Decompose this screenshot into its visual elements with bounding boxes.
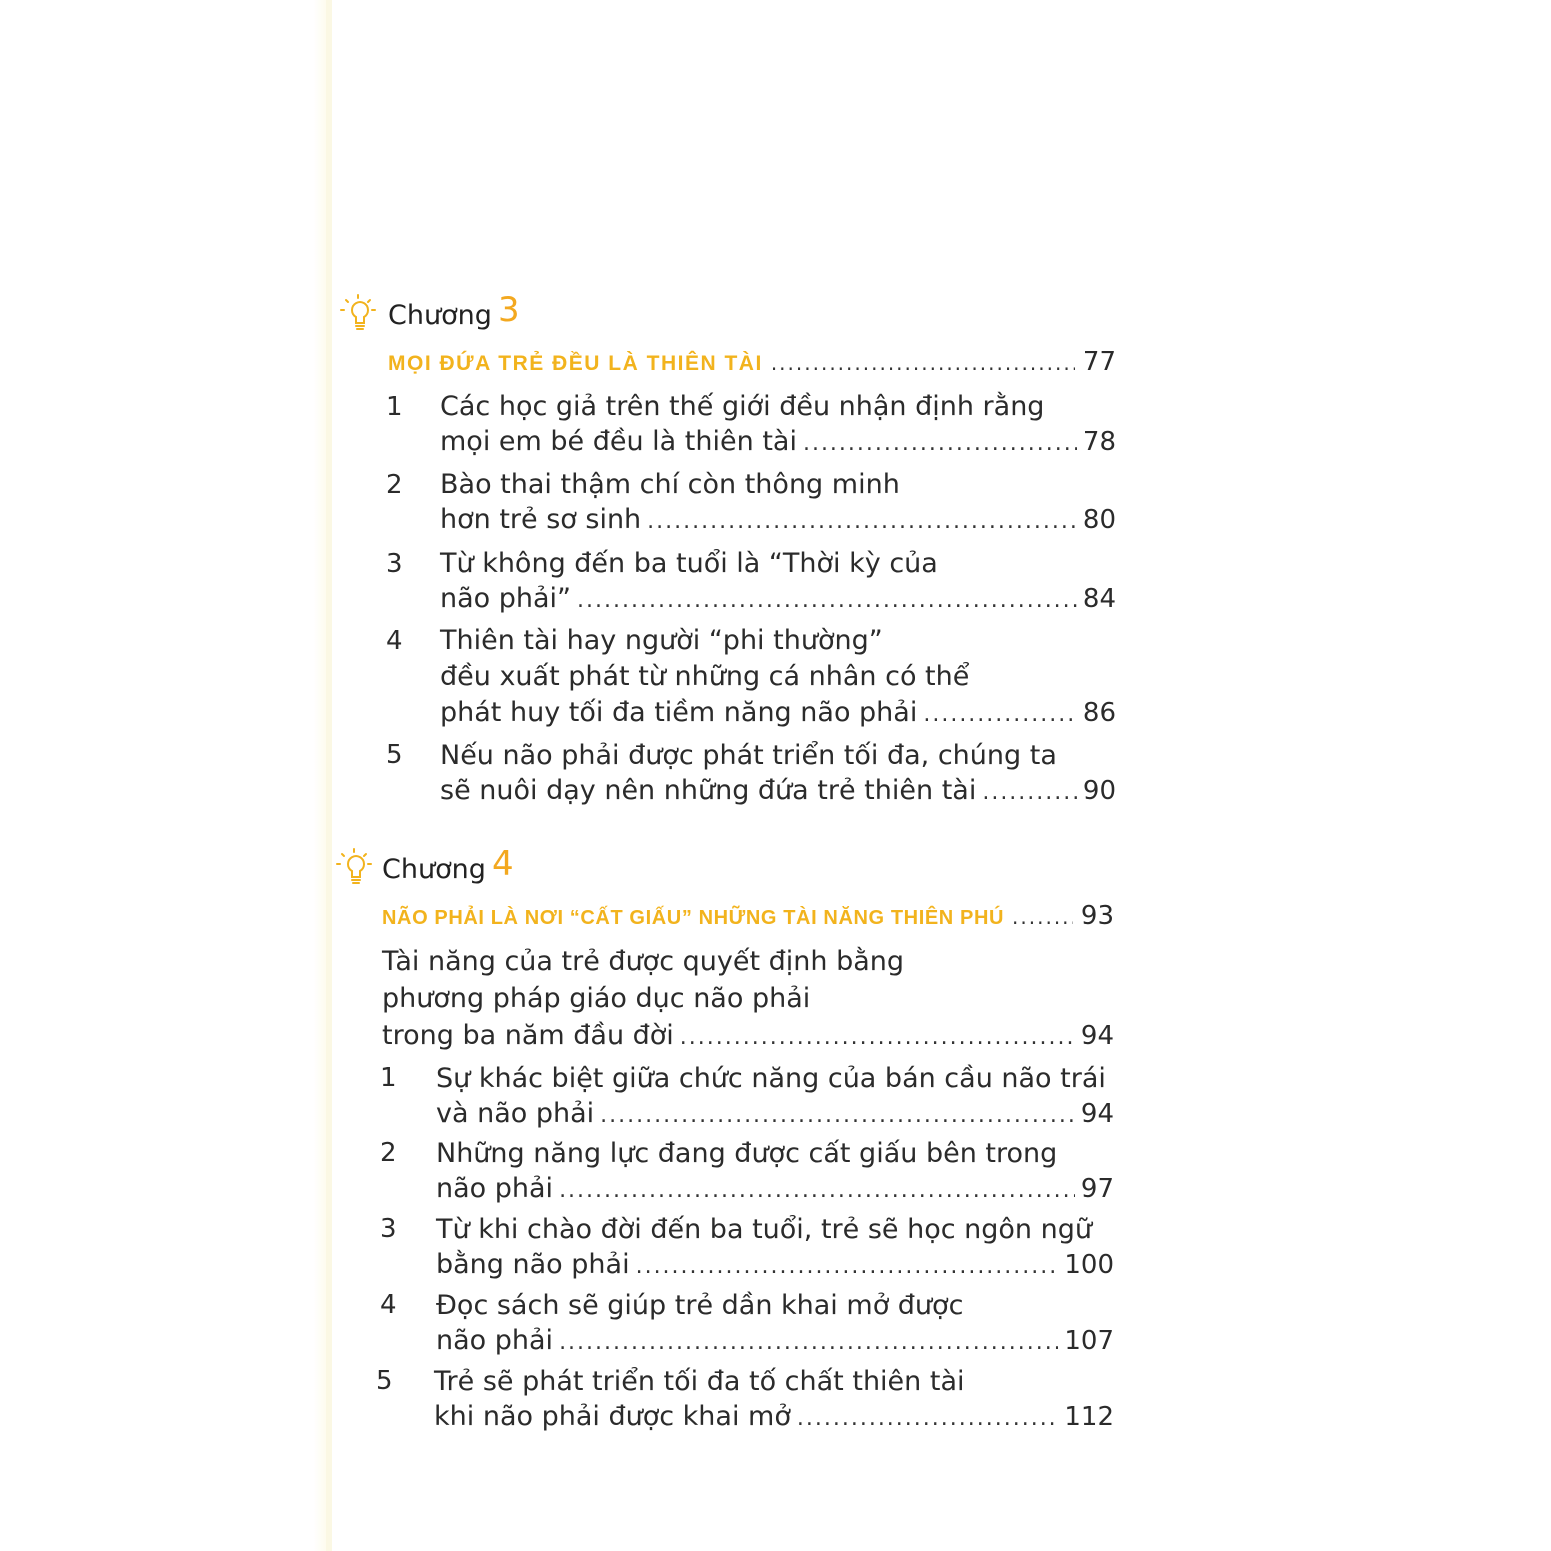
- chapter-title: NÃO PHẢI LÀ NƠI “CẤT GIẤU” NHỮNG TÀI NĂNG THIÊN PHÚ: [382, 907, 1005, 929]
- item-number: 4: [386, 626, 403, 656]
- page-number: 112: [1064, 1402, 1114, 1432]
- intro-text: Tài năng của trẻ được quyết định bằng: [382, 946, 905, 977]
- page-number: 94: [1080, 1021, 1114, 1051]
- lightbulb-icon: [338, 292, 378, 336]
- dot-leader: [803, 426, 1077, 461]
- chapter-4-title-line: [382, 901, 1114, 931]
- item-last-line: [436, 1323, 1114, 1360]
- item-number: 3: [386, 549, 403, 579]
- item-last-line: [440, 581, 1116, 618]
- page-number: 97: [1080, 1174, 1114, 1204]
- chapter-number: 3: [498, 290, 520, 330]
- item-number: 1: [380, 1063, 397, 1093]
- intro-last-line: [382, 1018, 1114, 1055]
- chapter-word: Chương: [382, 854, 486, 885]
- item-last-line: [440, 773, 1116, 810]
- dot-leader: [600, 1098, 1075, 1133]
- chapter-title: MỌI ĐỨA TRẺ ĐỀU LÀ THIÊN TÀI: [388, 352, 763, 375]
- item-text: phát huy tối đa tiềm năng não phải: [440, 697, 918, 728]
- page-number: 80: [1082, 505, 1116, 535]
- page-gutter: [0, 0, 330, 1551]
- dot-leader: [647, 504, 1077, 539]
- dot-leader: [559, 1325, 1058, 1360]
- item-number: 5: [376, 1366, 393, 1396]
- item-last-line: [440, 502, 1116, 539]
- item-text: Từ không đến ba tuổi là “Thời kỳ của: [440, 548, 938, 579]
- item-text: não phải”: [440, 583, 572, 614]
- intro-text: phương pháp giáo dục não phải: [382, 983, 811, 1014]
- chapter-3-heading: [338, 292, 638, 342]
- page-number: 100: [1064, 1250, 1114, 1280]
- item-last-line: [440, 424, 1116, 461]
- lightbulb-icon: [334, 846, 374, 890]
- item-text: bằng não phải: [436, 1249, 630, 1280]
- item-number: 2: [380, 1138, 397, 1168]
- dot-leader: [636, 1249, 1059, 1284]
- item-number: 3: [380, 1214, 397, 1244]
- page-number: 84: [1082, 584, 1116, 614]
- item-text: Sự khác biệt giữa chức năng của bán cầu não trái: [436, 1063, 1106, 1094]
- item-last-line: [436, 1247, 1114, 1284]
- page-number: 94: [1080, 1099, 1114, 1129]
- page-number: 107: [1064, 1326, 1114, 1356]
- item-text: não phải: [436, 1173, 554, 1204]
- item-last-line: [440, 695, 1116, 732]
- item-text: khi não phải được khai mở: [434, 1401, 791, 1432]
- item-text: đều xuất phát từ những cá nhân có thể: [440, 661, 970, 692]
- dot-leader: [771, 351, 1075, 375]
- item-text: não phải: [436, 1325, 554, 1356]
- page-number: 93: [1080, 901, 1114, 931]
- page-number: 78: [1082, 427, 1116, 457]
- page-number: 90: [1082, 776, 1116, 806]
- dot-leader: [1012, 905, 1073, 929]
- page-edge: [326, 0, 332, 1551]
- item-text: và não phải: [436, 1098, 595, 1129]
- item-text: Nếu não phải được phát triển tối đa, chúng ta: [440, 740, 1057, 771]
- item-number: 1: [386, 392, 403, 422]
- item-text: Thiên tài hay người “phi thường”: [440, 625, 883, 656]
- dot-leader: [577, 583, 1077, 618]
- item-last-line: [434, 1399, 1114, 1436]
- chapter-word: Chương: [388, 300, 492, 331]
- dot-leader: [797, 1401, 1058, 1436]
- item-text: Bào thai thậm chí còn thông minh: [440, 469, 900, 500]
- item-text: Trẻ sẽ phát triển tối đa tố chất thiên tài: [434, 1366, 965, 1397]
- chapter-number: 4: [492, 844, 514, 884]
- item-text: Những năng lực đang được cất giấu bên trong: [436, 1138, 1058, 1169]
- item-last-line: [436, 1171, 1114, 1208]
- item-text: Các học giả trên thế giới đều nhận định rằng: [440, 391, 1045, 422]
- item-number: 2: [386, 470, 403, 500]
- chapter-4-heading: [334, 846, 634, 896]
- item-number: 4: [380, 1290, 397, 1320]
- item-text: mọi em bé đều là thiên tài: [440, 426, 797, 457]
- page-number: 86: [1082, 698, 1116, 728]
- item-last-line: [436, 1096, 1114, 1133]
- item-number: 5: [386, 740, 403, 770]
- item-text: Đọc sách sẽ giúp trẻ dần khai mở được: [436, 1290, 964, 1321]
- item-text: Từ khi chào đời đến ba tuổi, trẻ sẽ học ngôn ngữ: [436, 1214, 1092, 1245]
- dot-leader: [982, 775, 1077, 810]
- item-text: hơn trẻ sơ sinh: [440, 504, 642, 535]
- chapter-3-title-line: [388, 347, 1116, 377]
- dot-leader: [680, 1020, 1075, 1055]
- item-text: sẽ nuôi dạy nên những đứa trẻ thiên tài: [440, 775, 977, 806]
- dot-leader: [923, 697, 1077, 732]
- intro-text: trong ba năm đầu đời: [382, 1020, 674, 1051]
- page-number: 77: [1082, 347, 1116, 377]
- dot-leader: [559, 1173, 1075, 1208]
